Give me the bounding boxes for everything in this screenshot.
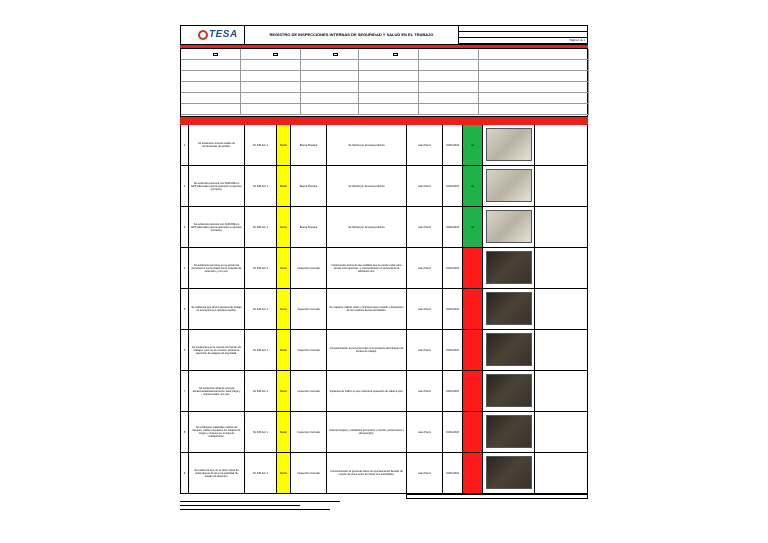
table-header-cell (406, 117, 442, 125)
table-header-cell (482, 117, 534, 125)
cell-action: Implementar avisos de las medidas que se puede evitar para ciertas interrupciones, y concientización al personal de la utilización uno. (327, 248, 407, 288)
evidence-photo (486, 415, 532, 448)
cell-action: Concientización al personal sobre la importancia del llenado de reporte de pisos antes de iniciar sus actividades. (327, 453, 407, 493)
cell-result (463, 453, 483, 493)
cell-resp: Juan Perez (407, 453, 443, 493)
cell-level: Medio (277, 412, 291, 452)
table-header-cell (188, 117, 244, 125)
cell-date: 01/01/2023 (443, 371, 463, 411)
info-cell (359, 93, 419, 104)
cell-status: Inspeccion Cerrada (291, 248, 327, 288)
table-row (180, 453, 588, 494)
info-cell (479, 82, 589, 93)
info-cell (181, 82, 241, 93)
cell-result (463, 371, 483, 411)
table-row (180, 248, 588, 289)
cell-observations (535, 412, 589, 452)
cell-date: 01/01/2023 (443, 248, 463, 288)
table-header-cell (534, 117, 588, 125)
cell-ref: Nc 345 Acc 1 (245, 330, 277, 370)
table-header-cell (442, 117, 462, 125)
info-cell (479, 60, 589, 71)
evidence-photo (486, 251, 532, 284)
cell-level: Medio (277, 330, 291, 370)
cell-photo (483, 330, 535, 370)
footer-line-recommendations (180, 507, 330, 510)
info-cell (419, 104, 479, 115)
table-row (180, 371, 588, 412)
cell-result: ok (463, 125, 483, 165)
cell-photo (483, 166, 535, 206)
document-title: REGISTRO DE INSPECCIONES INTERNAS DE SEGURIDAD Y SALUD EN EL TRABAJO (245, 26, 459, 44)
cell-status: Inspeccion Cerrada (291, 330, 327, 370)
cell-resp: Juan Perez (407, 371, 443, 411)
cell-num: 2 (181, 166, 189, 206)
cell-status: Buena Practica (291, 166, 327, 206)
cell-status: Inspeccion Cerrada (291, 371, 327, 411)
table-header-cell (244, 117, 276, 125)
table-row (180, 166, 588, 207)
cell-level: Medio (277, 125, 291, 165)
cell-photo (483, 412, 535, 452)
cell-action: Se felicita por la buena práctica (327, 166, 407, 206)
info-cell (419, 49, 479, 60)
cell-photo (483, 125, 535, 165)
info-cell (419, 93, 479, 104)
cell-ref: Nc 345 Acc 1 (245, 412, 277, 452)
cell-date: 01/01/2023 (443, 166, 463, 206)
info-cell (301, 82, 359, 93)
cell-status: Inspeccion Cerrada (291, 453, 327, 493)
cell-ref: Nc 345 Acc 1 (245, 289, 277, 329)
cell-num: 5 (181, 289, 189, 329)
info-cell (419, 60, 479, 71)
cell-result: ok (463, 166, 483, 206)
table-row (180, 412, 588, 453)
cell-observations (535, 207, 589, 247)
cell-desc: Se evidencia que tiene en su presencia personal no concentrado como estaudio de extensión y con uno. (189, 248, 245, 288)
info-cell (301, 93, 359, 104)
cell-resp: Juan Perez (407, 330, 443, 370)
info-cell (479, 93, 589, 104)
cell-desc: Se evidencia personal con ANKORE en EPP adecuado para la operación a ejecutar (correcto). (189, 166, 245, 206)
cell-ref: Nc 345 Acc 1 (245, 166, 277, 206)
table-row (180, 289, 588, 330)
cell-resp: Juan Perez (407, 248, 443, 288)
cell-num: 7 (181, 371, 189, 411)
company-logo (181, 26, 245, 44)
table-header-cell (290, 117, 326, 125)
cell-observations (535, 371, 589, 411)
table-row (180, 330, 588, 371)
cell-observations (535, 166, 589, 206)
table-header-cell (276, 117, 290, 125)
evidence-photo (486, 456, 532, 489)
cell-photo (483, 453, 535, 493)
cell-ref: Nc 345 Acc 1 (245, 453, 277, 493)
cell-result (463, 248, 483, 288)
cell-result: ok (463, 207, 483, 247)
evidence-photo (486, 292, 532, 325)
cell-num: 1 (181, 125, 189, 165)
logo-mark-icon (198, 30, 208, 40)
cell-level: Medio (277, 371, 291, 411)
cell-observations (535, 330, 589, 370)
cell-date: 01/01/2023 (443, 289, 463, 329)
cell-observations (535, 248, 589, 288)
info-cell (241, 93, 301, 104)
cell-status: Buena Practica (291, 207, 327, 247)
info-cell (359, 49, 419, 60)
info-cell (301, 60, 359, 71)
info-cell (359, 104, 419, 115)
cell-action: Colocar bloques y señalética preventiva y escribir, protecciones y abrupta (Ex). (327, 412, 407, 452)
info-cell (181, 71, 241, 82)
cell-result (463, 412, 483, 452)
cell-observations (535, 453, 589, 493)
cell-date: 01/01/2023 (443, 412, 463, 452)
evidence-photo (486, 333, 532, 366)
cell-photo (483, 207, 535, 247)
cell-ref: Nc 345 Acc 1 (245, 248, 277, 288)
cell-date: 01/01/2023 (443, 125, 463, 165)
info-cell (359, 71, 419, 82)
cell-date: 01/01/2023 (443, 207, 463, 247)
table-header-cell (326, 117, 406, 125)
checkbox[interactable] (273, 53, 278, 56)
table-row (180, 125, 588, 166)
cell-photo (483, 371, 535, 411)
cell-num: 8 (181, 412, 189, 452)
cell-resp: Juan Perez (407, 412, 443, 452)
cell-desc: Se evidencia que se cuenta con frentes de trabajos, pero no se conocen durante la ejecución de ataques de seguridad. (189, 330, 245, 370)
cell-observations (535, 289, 589, 329)
total-row (406, 494, 588, 499)
cell-desc: Se evidencia que dentro del área de trabajo se encuentra con residuos sueltos. (189, 289, 245, 329)
cell-level: Medio (277, 289, 291, 329)
evidence-photo (486, 128, 532, 161)
footer-rule (180, 509, 330, 510)
footer-rule (180, 505, 300, 506)
info-cell (479, 49, 589, 60)
footer-line-conclusions (180, 503, 300, 506)
cell-action: Se felicita por la buena práctica (327, 207, 407, 247)
cell-level: Medio (277, 248, 291, 288)
cell-date: 01/01/2023 (443, 330, 463, 370)
cell-photo (483, 289, 535, 329)
cell-desc: Se evidencia que no se tiene visual de señal alguna de tal en la actividad de estado de dirección. (189, 453, 245, 493)
cell-ref: Nc 345 Acc 1 (245, 371, 277, 411)
cell-result (463, 289, 483, 329)
code-row (459, 38, 587, 44)
cell-num: 4 (181, 248, 189, 288)
code-right-text: Página 1 de 1 (569, 39, 585, 42)
cell-resp: Juan Perez (407, 166, 443, 206)
cell-desc: Se evidencia caída de energía almacenada/estancamiento, área carga y unipersonales uno uso. (189, 371, 245, 411)
cell-ref: Nc 345 Acc 1 (245, 207, 277, 247)
footer-line-observations (180, 499, 340, 502)
cell-observations (535, 125, 589, 165)
info-cell (241, 71, 301, 82)
checkbox[interactable] (393, 53, 398, 56)
checkbox[interactable] (213, 53, 218, 56)
cell-resp: Juan Perez (407, 289, 443, 329)
info-cell (241, 104, 301, 115)
document-codes (459, 26, 587, 44)
info-cell (301, 104, 359, 115)
info-cell (359, 60, 419, 71)
info-cell (419, 82, 479, 93)
cell-desc: Se evidencia correcto estado de herramientas de gestión. (189, 125, 245, 165)
cell-status: Inspeccion Cerrada (291, 412, 327, 452)
cell-action: Se requiere realizar orden y limpieza estos mueble y disposición de los residuos de las actividades. (327, 289, 407, 329)
cell-result (463, 330, 483, 370)
cell-status: Inspeccion Cerrada (291, 289, 327, 329)
cell-resp: Juan Perez (407, 207, 443, 247)
cell-desc: Se evidencia personal con ANKORE en EPP adecuado para la operación a ejecutar (correcto). (189, 207, 245, 247)
cell-num: 3 (181, 207, 189, 247)
cell-resp: Juan Perez (407, 125, 443, 165)
info-cell (241, 49, 301, 60)
cell-level: Medio (277, 207, 291, 247)
cell-status: Buena Practica (291, 125, 327, 165)
info-cell (301, 71, 359, 82)
cell-photo (483, 248, 535, 288)
info-cell (359, 82, 419, 93)
info-cell (241, 82, 301, 93)
cell-date: 01/01/2023 (443, 453, 463, 493)
cell-action: Implementar tráfico en que cobertura operación de cable a piso. (327, 371, 407, 411)
table-header-cell (180, 117, 188, 125)
table-row (180, 207, 588, 248)
document-header (180, 25, 588, 45)
cell-level: Medio (277, 453, 291, 493)
cell-ref: Nc 345 Acc 1 (245, 125, 277, 165)
info-cell (241, 60, 301, 71)
inspection-sheet (180, 25, 588, 505)
logo-text: TESA (209, 29, 238, 40)
info-cell (479, 104, 589, 115)
info-cell (479, 71, 589, 82)
table-header-cell (462, 117, 482, 125)
inspection-info-block (180, 48, 588, 117)
evidence-photo (486, 374, 532, 407)
info-cell (419, 71, 479, 82)
footer-rule (180, 501, 340, 502)
table-header (180, 117, 588, 125)
cell-num: 9 (181, 453, 189, 493)
cell-desc: Se evidencian materiales sueltos de bloques, cables expuestos sin colapso de ningún y ninguna en el área de trabajo/frente. (189, 412, 245, 452)
evidence-photo (486, 169, 532, 202)
cell-action: Concientización al personal sobre la importancia del bloqueo de frentes de trabajo. (327, 330, 407, 370)
info-cell (181, 93, 241, 104)
info-cell (181, 60, 241, 71)
checkbox[interactable] (333, 53, 338, 56)
evidence-photo (486, 210, 532, 243)
cell-num: 6 (181, 330, 189, 370)
cell-action: Se felicita por la buena práctica (327, 125, 407, 165)
info-cell (181, 49, 241, 60)
info-cell (181, 104, 241, 115)
info-cell (301, 49, 359, 60)
cell-level: Medio (277, 166, 291, 206)
